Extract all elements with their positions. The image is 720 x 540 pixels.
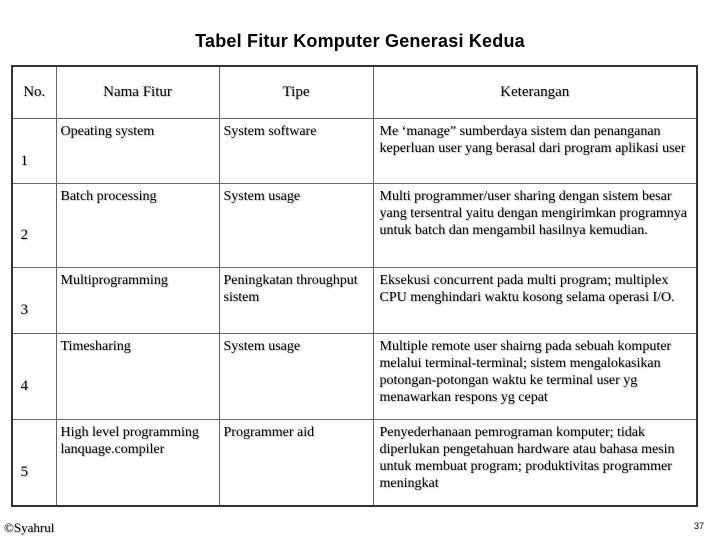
table-title: Tabel Fitur Komputer Generasi Kedua <box>195 31 525 51</box>
feature-description: Eksekusi concurrent pada multi program; multiplex CPU menghindari waktu kosong selama operasi I/O. <box>379 272 675 305</box>
feature-type: System usage <box>223 189 301 205</box>
table-row <box>12 184 697 268</box>
feature-description-cell <box>373 419 697 506</box>
feature-description-cell <box>373 267 697 333</box>
row-number-cell <box>12 184 56 268</box>
table-row <box>12 267 697 333</box>
feature-name: Timesharing <box>60 339 131 355</box>
feature-description-cell <box>373 184 697 268</box>
row-number: 4 <box>20 378 28 395</box>
author-credit: ©Syahrul <box>4 520 55 535</box>
row-number: 2 <box>20 227 28 244</box>
feature-type-cell <box>219 419 373 506</box>
feature-type: System software <box>223 123 317 139</box>
feature-type-cell <box>219 184 373 268</box>
row-number: 5 <box>20 463 28 480</box>
table-row <box>12 419 697 506</box>
table-header-row <box>12 66 697 118</box>
row-number-cell <box>12 267 56 333</box>
header-tipe: Tipe <box>219 66 373 118</box>
feature-name-cell <box>56 267 219 333</box>
row-number: 3 <box>20 302 28 319</box>
feature-table <box>11 65 698 507</box>
feature-name-cell <box>56 419 219 506</box>
table-row <box>12 334 697 420</box>
feature-type-cell <box>219 118 373 183</box>
page-number: 37 <box>693 521 704 531</box>
header-keterangan: Keterangan <box>373 66 697 118</box>
row-number-cell <box>12 118 56 183</box>
feature-description-cell <box>373 118 697 183</box>
header-no: No. <box>12 66 56 118</box>
feature-type: System usage <box>223 339 301 355</box>
feature-name-cell <box>56 184 219 268</box>
feature-type-cell <box>219 334 373 420</box>
feature-name: Multiprogramming <box>60 272 168 288</box>
feature-type: Programmer aid <box>223 424 315 440</box>
feature-description: Multi programmer/user sharing dengan sistem besar yang tersentral yaitu dengan mengirimkan programnya untuk batch dan mengambil hasilnya kemudian. <box>379 189 688 239</box>
feature-description-cell <box>373 334 697 420</box>
row-number-cell <box>12 419 56 506</box>
row-number-cell <box>12 334 56 420</box>
feature-description: Penyederhanaan pemrograman komputer; tidak diperlukan pengetahuan hardware atau bahasa mesin untuk membuat program; produktivitas programmer meningkat <box>379 424 675 491</box>
feature-description: Me ‘manage” sumberdaya sistem dan penanganan keperluan user yang berasal dari program aplikasi user <box>379 123 686 156</box>
feature-name: High level programming lanquage.compiler <box>60 424 199 457</box>
feature-name-cell <box>56 118 219 183</box>
table-row <box>12 118 697 183</box>
header-nama-fitur: Nama Fitur <box>56 66 219 118</box>
feature-description: Multiple remote user shairng pada sebuah komputer melalui terminal-terminal; sistem mengalokasikan potongan-potongan waktu ke terminal user yg menawarkan respons yg cepat <box>379 339 672 406</box>
feature-name-cell <box>56 334 219 420</box>
feature-type-cell <box>219 267 373 333</box>
row-number: 1 <box>20 152 28 169</box>
feature-name: Opeating system <box>60 123 155 139</box>
feature-type: Peningkatan throughput sistem <box>223 272 358 305</box>
feature-name: Batch processing <box>60 189 157 205</box>
